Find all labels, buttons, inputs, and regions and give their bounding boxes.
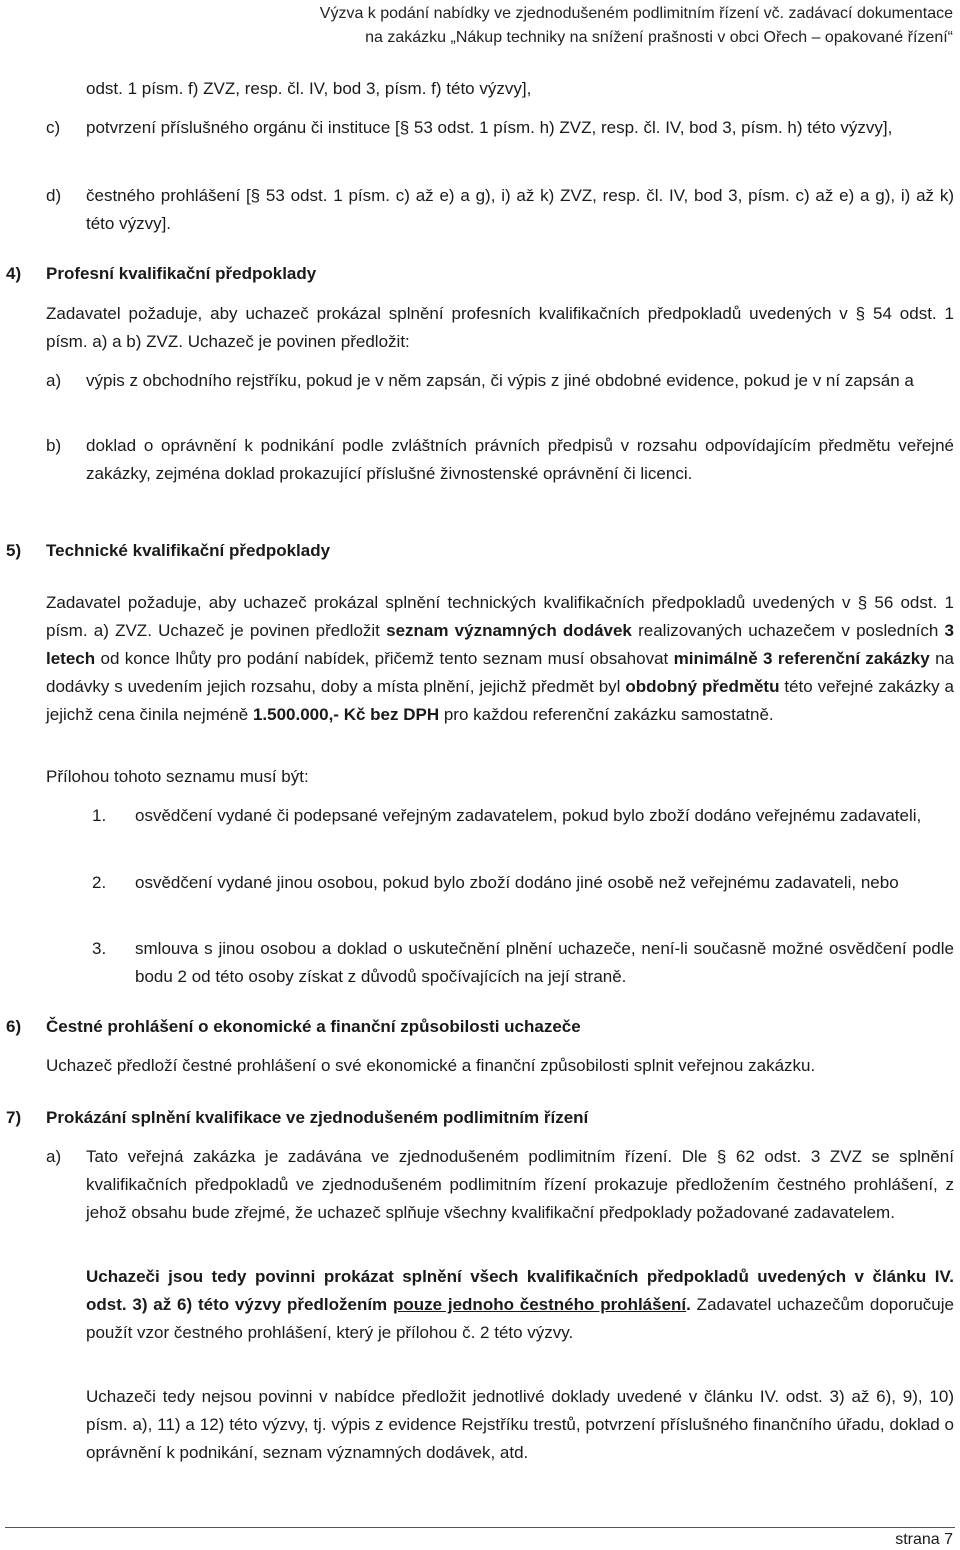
section-5-item-1: osvědčení vydané či podepsané veřejným zadavatelem, pokud bylo zboží dodáno veřejnému zadavateli, <box>135 806 922 825</box>
section-7-bold-paragraph: Uchazeči jsou tedy povinni prokázat splnění všech kvalifikačních předpokladů uvedených v článku IV. odst. 3) až 6) této výzvy předložením pouze jednoho čestného prohlášení. Zadavatel uchazečům doporučuje použít vzor čestného prohlášení, který je přílohou č. 2 této výzvy. <box>86 1267 954 1342</box>
footer-rule <box>5 1527 955 1528</box>
section-4-number: 4) <box>6 264 22 283</box>
section-4-item-b: doklad o oprávnění k podnikání podle zvláštních právních předpisů v rozsahu odpovídajícím předmětu veřejné zakázky, zejména doklad prokazující příslušné živnostenské oprávnění či licenci. <box>86 436 954 483</box>
section-4-intro: Zadavatel požaduje, aby uchazeč prokázal splnění profesních kvalifikačních předpokladů uvedených v § 54 odst. 1 písm. a) a b) ZVZ. Uchazeč je povinen předložit: <box>46 304 954 351</box>
list-label-c: c) <box>46 118 61 137</box>
section-7-number: 7) <box>6 1108 22 1127</box>
section-7-last-paragraph: Uchazeči tedy nejsou povinni v nabídce předložit jednotlivé doklady uvedené v článku IV. odst. 3) až 6), 9), 10) písm. a), 11) a 12) této výzvy, tj. výpis z evidence Rejstříku trestů, potvrzení příslušného finančního úřadu, doklad o oprávnění k podnikání, seznam významných dodávek, atd. <box>86 1387 954 1462</box>
header-line-1: Výzva k podání nabídky ve zjednodušeném podlimitním řízení vč. zadávací dokumentace <box>319 5 953 22</box>
section-4-item-a: výpis z obchodního rejstříku, pokud je v něm zapsán, či výpis z jiné obdobné evidence, pokud je v ní zapsán a <box>86 371 914 390</box>
section-5-paragraph: Zadavatel požaduje, aby uchazeč prokázal splnění technických kvalifikačních předpokladů uvedených v § 56 odst. 1 písm. a) ZVZ. Uchazeč je povinen předložit seznam významných dodávek realizovaných uchazečem v posledních 3 letech od konce lhůty pro podání nabídek, přičemž tento seznam musí obsahovat minimálně 3 referenční zakázky na dodávky s uvedením jejich rozsahu, doby a místa plnění, jejichž předmět byl obdobný předmětu této veřejné zakázky a jejichž cena činila nejméně 1.500.000,- Kč bez DPH pro každou referenční zakázku samostatně. <box>46 593 954 724</box>
section-4-label-b: b) <box>46 436 62 455</box>
section-4-title: Profesní kvalifikační předpoklady <box>46 264 317 283</box>
section-5-item-3-number: 3. <box>92 939 107 958</box>
continuation-text: odst. 1 písm. f) ZVZ, resp. čl. IV, bod 3, písm. f) této výzvy], <box>86 79 532 98</box>
section-5-item-2: osvědčení vydané jinou osobou, pokud bylo zboží dodáno jiné osobě než veřejnému zadavateli, nebo <box>135 873 899 892</box>
section-7-title: Prokázání splnění kvalifikace ve zjednodušeném podlimitním řízení <box>46 1108 589 1127</box>
section-5-number: 5) <box>6 541 22 560</box>
page-header <box>320 2 953 50</box>
header-line-2: na zakázku „Nákup techniky na snížení prašnosti v obci Ořech – opakované řízení“ <box>365 29 953 46</box>
list-label-d: d) <box>46 186 62 205</box>
section-7-item-a: Tato veřejná zakázka je zadávána ve zjednodušeném podlimitním řízení. Dle § 62 odst. 3 ZVZ se splnění kvalifikačních předpokladů ve zjednodušeném podlimitním řízení prokazuje předložením čestného prohlášení, z jehož obsahu bude zřejmé, že uchazeč splňuje všechny kvalifikační předpoklady požadované zadavatelem. <box>86 1147 954 1222</box>
page-number: strana 7 <box>895 1531 953 1548</box>
section-6-title: Čestné prohlášení o ekonomické a finanční způsobilosti uchazeče <box>46 1017 581 1036</box>
section-6-number: 6) <box>6 1017 22 1036</box>
list-item-c: potvrzení příslušného orgánu či instituce [§ 53 odst. 1 písm. h) ZVZ, resp. čl. IV, bod 3, písm. h) této výzvy], <box>86 118 893 137</box>
section-5-item-2-number: 2. <box>92 873 107 892</box>
section-5-attach-intro: Přílohou tohoto seznamu musí být: <box>46 767 309 786</box>
section-5-item-3: smlouva s jinou osobou a doklad o uskutečnění plnění uchazeče, není-li současně možné osvědčení podle bodu 2 od této osoby získat z důvodů spočívajících na její straně. <box>135 939 954 986</box>
section-7-label-a: a) <box>46 1147 62 1166</box>
section-5-title: Technické kvalifikační předpoklady <box>46 541 331 560</box>
section-6-text: Uchazeč předloží čestné prohlášení o své ekonomické a finanční způsobilosti splnit veřejnou zakázku. <box>46 1056 816 1075</box>
list-item-d: čestného prohlášení [§ 53 odst. 1 písm. c) až e) a g), i) až k) ZVZ, resp. čl. IV, bod 3, písm. c) až e) a g), i) až k) této výzvy]. <box>86 186 954 233</box>
section-4-label-a: a) <box>46 371 62 390</box>
section-5-item-1-number: 1. <box>92 806 107 825</box>
